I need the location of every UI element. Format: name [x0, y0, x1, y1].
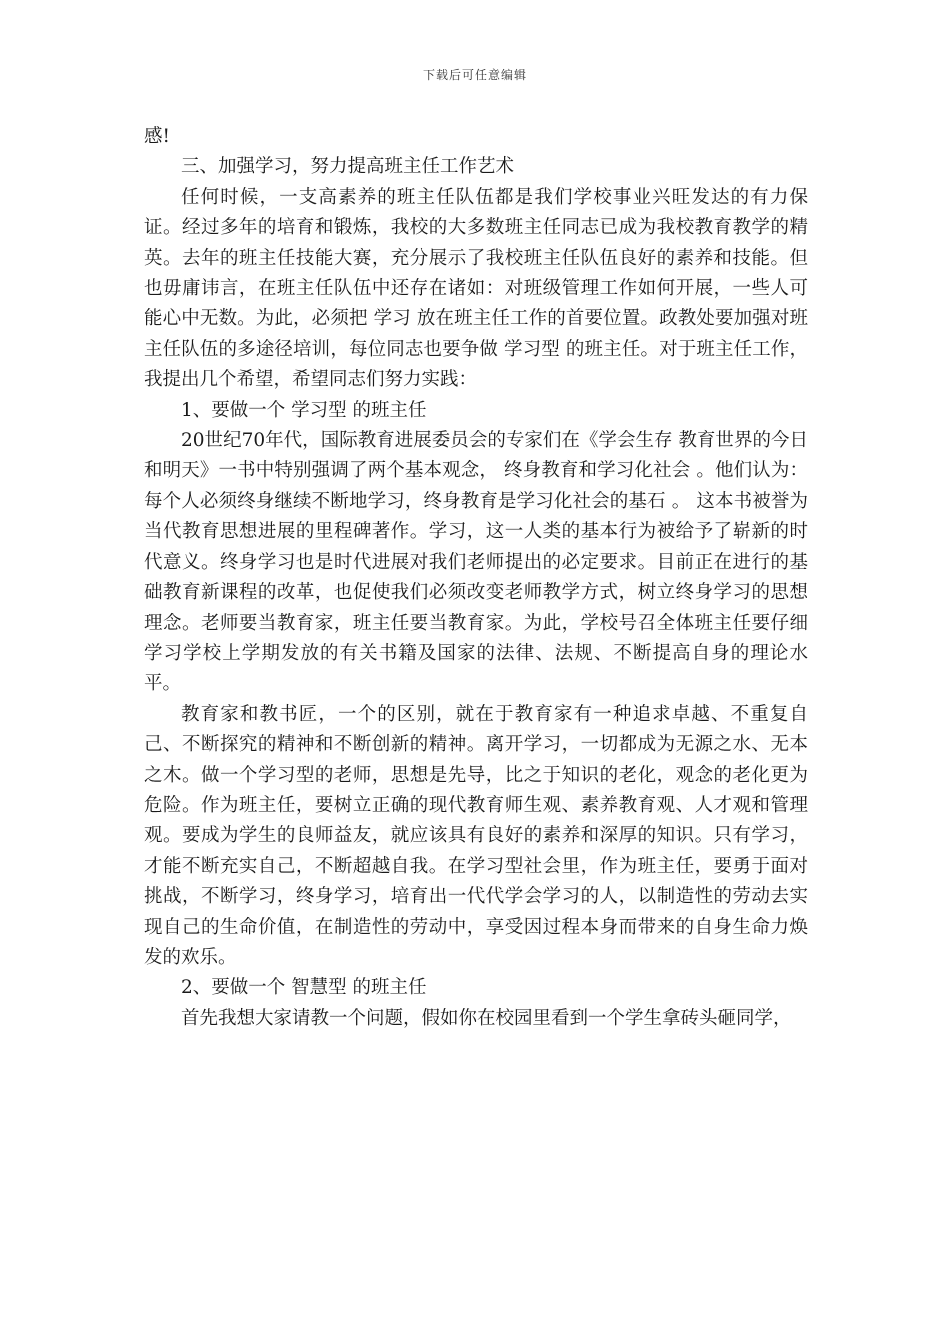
subsection-heading: 2、要做一个 智慧型 的班主任 — [181, 977, 427, 999]
document-body — [144, 122, 808, 1034]
section-heading: 三、加强学习，努力提高班主任工作艺术 — [181, 156, 515, 178]
paragraph: 首先我想大家请教一个问题，假如你在校园里看到一个学生拿砖头砸同学， — [181, 1007, 792, 1029]
paragraph: 教育家和教书匠，一个的区别，就在于教育家有一种追求卓越、不重复自己、不断探究的精神和不断创新的精神。离开学习，一切都成为无源之水、无本之木。做一个学习型的老师，思想是先导，比之于知识的老化，观念的老化更为危险。作为班主任，要树立正确的现代教育师生观、素养教育观、人才观和管理观。要成为学生的良师益友，就应该具有良好的素养和深厚的知识。只有学习，才能不断充实自己，不断超越自我。在学习型社会里，作为班主任，要勇于面对挑战，不断学习，终身学习，培育出一代代学会学习的人，以制造性的劳动去实现自己的生命价值，在制造性的劳动中，享受因过程本身而带来的自身生命力焕发的欢乐。 — [144, 703, 808, 968]
subsection-heading: 1、要做一个 学习型 的班主任 — [181, 399, 427, 421]
page-header: 下载后可任意编辑 — [422, 68, 527, 82]
paragraph: 任何时候，一支高素养的班主任队伍都是我们学校事业兴旺发达的有力保证。经过多年的培育和锻炼，我校的大多数班主任同志已成为我校教育教学的精英。去年的班主任技能大赛，充分展示了我校班主任队伍良好的素养和技能。但也毋庸讳言，在班主任队伍中还存在诸如：对班级管理工作如何开展，一些人可能心中无数。为此，必须把 学习 放在班主任工作的首要位置。政教处要加强对班主任队伍的多途径培训，每位同志也要争做 学习型 的班主任。对于班主任工作，我提出几个希望，希望同志们努力实践： — [144, 186, 808, 391]
paragraph: 感! — [144, 126, 170, 147]
paragraph: 20世纪70年代，国际教育进展委员会的专家们在《学会生存 教育世界的今日和明天》一书中特别强调了两个基本观念， 终身教育和学习化社会 。他们认为： 每个人必须终身继续不断地学习，终身教育是学习化社会的基石 。 这本书被誉为当代教育思想进展的里程碑著作。学习，这一人类的基本行为被给予了崭新的时代意义。终身学习也是时代进展对我们老师提出的必定要求。目前正在进行的基础教育新课程的改革，也促使我们必须改变老师教学方式，树立终身学习的思想理念。老师要当教育家，班主任要当教育家。为此，学校号召全体班主任要仔细学习学校上学期发放的有关书籍及国家的法律、法规、不断提高自身的理论水平。 — [144, 430, 808, 695]
